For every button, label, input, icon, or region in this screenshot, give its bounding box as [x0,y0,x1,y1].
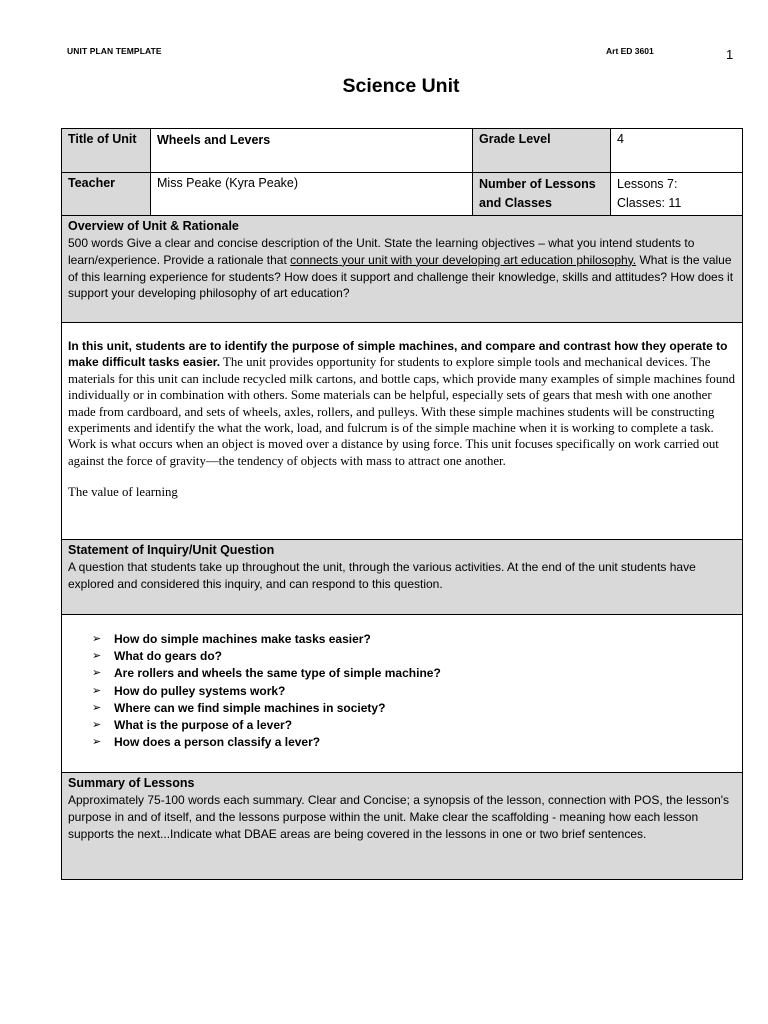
arrow-bullet-icon: ➢ [92,684,102,697]
overview-lead-sentence: In this unit, students are to identify the purpose of simple machines, and compare and contrast how they operate to make difficult tasks easier. [68,339,728,370]
grade-label: Grade Level [479,132,551,146]
overview-body-row [62,323,743,540]
summary-row [62,773,743,880]
inquiry-questions-cell [62,615,743,773]
header-course-label: Art ED 3601 [606,46,654,56]
inquiry-header-row [62,540,743,615]
grade-value: 4 [617,132,624,146]
overview-paragraph [68,338,736,469]
summary-cell [62,773,743,880]
title-value-cell [151,129,473,173]
arrow-bullet-icon: ➢ [92,650,102,663]
list-item: ➢ What is the purpose of a lever? [92,717,736,734]
title-label: Title of Unit [68,132,137,146]
teacher-row [62,173,743,216]
list-item: ➢ How do pulley systems work? [92,683,736,700]
title-row [62,129,743,173]
teacher-value-cell [151,173,473,216]
page-number: 1 [726,47,734,62]
arrow-bullet-icon: ➢ [92,736,102,749]
arrow-bullet-icon: ➢ [92,633,102,645]
inquiry-header-cell [62,540,743,615]
document-title: Science Unit [342,75,460,97]
list-item: ➢ How do simple machines make tasks easier? [92,631,736,648]
teacher-label: Teacher [68,176,116,190]
overview-header-row [62,216,743,323]
overview-heading: Overview of Unit & Rationale [68,219,239,233]
arrow-bullet-icon: ➢ [92,719,102,732]
title-label-cell [62,129,151,173]
value-of-learning: The value of learning [68,485,178,500]
grade-value-cell [611,129,743,173]
overview-instructions-underlined: connects your unit with your developing art education philosophy. [290,252,637,267]
lessons-count: Lessons 7: [617,177,678,191]
inquiry-questions-row [62,615,743,773]
summary-heading: Summary of Lessons [68,776,195,790]
overview-paragraph-rest: The unit provides opportunity for students to explore simple tools and mechanical devices. The materials for this unit can include recycled milk cartons, and bottle caps, which provide many examples of simple machines found individually or in combination with others. Some materials can be helpful, especially sets of gears that mesh with one another made from cardboard, and sets of wheels, axles, rollers, and pulleys. With these simple machines students will be constructing experiments and identify the what the work, load, and fulcrum is of the simple machine when it is working to complete a task. Work is what occurs when an object is moved over a distance by using force. This unit focuses specifically on work carried out against the force of gravity—the tendency of objects with mass to attract one another. [68,355,736,468]
grade-label-cell [473,129,611,173]
unit-title: Wheels and Levers [157,133,271,147]
list-item: ➢ What do gears do? [92,648,736,665]
list-item: ➢ Are rollers and wheels the same type of simple machine? [92,665,736,682]
teacher-label-cell [62,173,151,216]
lessons-value-cell [611,173,743,216]
lessons-label-line1: Number of Lessons [479,177,596,191]
overview-header-cell [62,216,743,323]
unit-plan-table [61,128,743,880]
arrow-bullet-icon: ➢ [92,667,102,680]
overview-instructions-part2: What is the value of this learning experience for students? How does it support and challenge their knowledge, skills and attitudes? How does it support your developing philosophy of art education? [68,252,734,301]
overview-instructions-part1: 500 words Give a clear and concise description of the Unit. State the learning objectives – what you intend students to learn/experience. Provide a rationale that [68,236,695,267]
summary-instructions: Approximately 75-100 words each summary. Clear and Concise; a synopsis of the lesson, connection with POS, the lesson's purpose in and of itself, and the lessons purpose within the unit. Make clear the scaffolding - meaning how each lesson supports the next...Indicate what DBAE areas are being covered in the lessons in one or two brief sentences. [68,793,730,841]
classes-count: Classes: 11 [617,196,682,210]
lessons-label-line2: and Classes [479,196,552,210]
inquiry-instructions: A question that students take up throughout the unit, through the various activities. At the end of the unit students have explored and considered this inquiry, and can respond to this question. [68,560,696,591]
inquiry-heading: Statement of Inquiry/Unit Question [68,543,275,557]
overview-instructions [68,235,736,302]
list-item: ➢ Where can we find simple machines in society? [92,700,736,717]
inquiry-question-list [68,631,736,751]
teacher-name: Miss Peake (Kyra Peake) [157,176,299,190]
lessons-label-cell [473,173,611,216]
overview-body-cell [62,323,743,540]
header-template-label: UNIT PLAN TEMPLATE [67,46,162,56]
list-item: ➢ How does a person classify a lever? [92,734,736,751]
arrow-bullet-icon: ➢ [92,701,102,714]
